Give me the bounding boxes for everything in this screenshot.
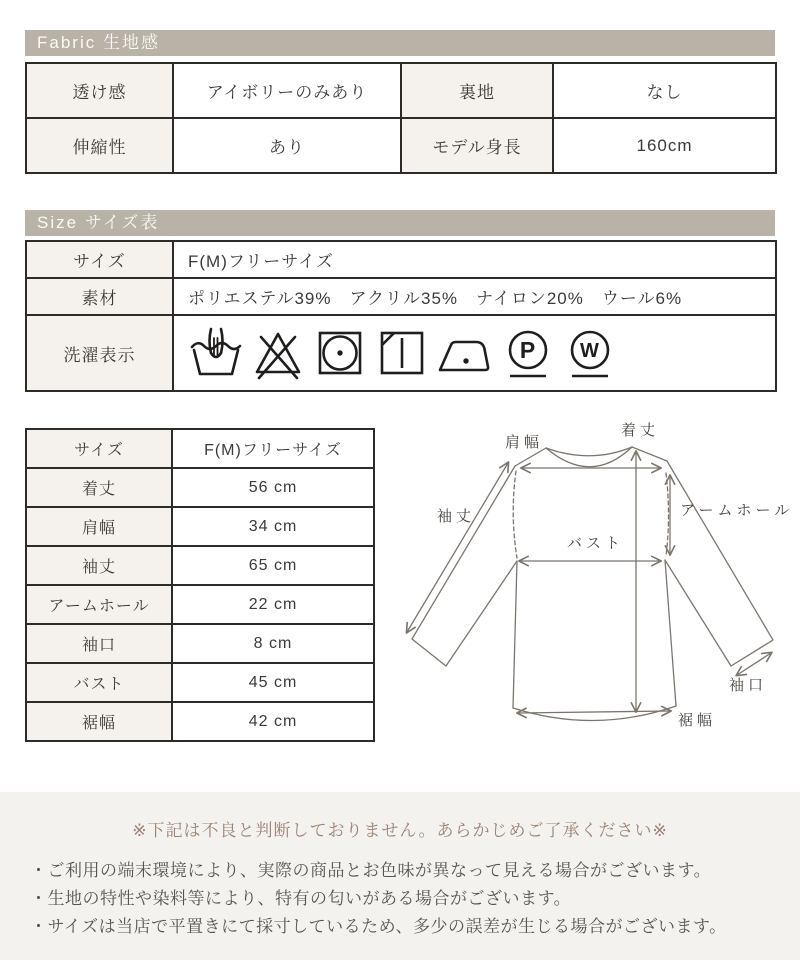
diagram-label-length: 着丈: [621, 422, 660, 439]
measure-value-hem: 42 cm: [172, 702, 374, 741]
table-row: [26, 585, 374, 624]
measure-value-shoulder: 34 cm: [172, 507, 374, 546]
fabric-info-table: [25, 62, 777, 174]
measure-value-bust: 45 cm: [172, 663, 374, 702]
material-label: 素材: [26, 278, 173, 315]
measure-value-cuff: 8 cm: [172, 624, 374, 663]
measurement-table: [25, 428, 375, 742]
fabric-label-lining: 裏地: [401, 63, 553, 118]
wet-clean-W-icon: [564, 326, 616, 380]
table-row: [26, 118, 776, 173]
measure-label-shoulder: 肩幅: [26, 507, 172, 546]
size-info-table: [25, 240, 777, 392]
table-row: [26, 429, 374, 468]
garment-measurement-diagram: [398, 418, 800, 778]
table-row: [26, 702, 374, 741]
note-item: ・サイズは当店で平置きにて採寸しているため、多少の誤差が生じる場合がございます。: [30, 917, 727, 936]
measurement-arrows: [407, 452, 771, 713]
fabric-value-model-height: 160cm: [553, 118, 776, 173]
measure-label-length: 着丈: [26, 468, 172, 507]
fabric-section-header: Fabric 生地感: [25, 30, 775, 56]
table-row: [26, 624, 374, 663]
laundry-icons-strip: [188, 326, 775, 380]
fabric-label-sheerness: 透け感: [26, 63, 173, 118]
table-row: [26, 468, 374, 507]
measure-label-sleeve: 袖丈: [26, 546, 172, 585]
care-label: 洗濯表示: [26, 315, 173, 391]
fabric-label-stretch: 伸縮性: [26, 118, 173, 173]
size-section-header: Size サイズ表: [25, 210, 775, 236]
size-value: F(M)フリーサイズ: [173, 241, 776, 278]
measure-label-armhole: アームホール: [26, 585, 172, 624]
diagram-label-cuff: 袖口: [729, 677, 768, 694]
table-row: [26, 546, 374, 585]
fabric-value-lining: なし: [553, 63, 776, 118]
hand-wash-icon: [190, 326, 242, 380]
diagram-label-shoulder: 肩幅: [505, 434, 544, 451]
measure-value-length: 56 cm: [172, 468, 374, 507]
table-row: [26, 315, 776, 391]
measure-label-size: サイズ: [26, 429, 172, 468]
measure-value-armhole: 22 cm: [172, 585, 374, 624]
dry-clean-P-icon: [502, 326, 554, 380]
note-item: ・生地の特性や染料等により、特有の匂いがある場合がございます。: [30, 889, 572, 908]
diagram-label-hem: 裾幅: [678, 712, 717, 729]
care-icons-cell: [173, 315, 776, 391]
table-row: [26, 278, 776, 315]
measure-label-hem: 裾幅: [26, 702, 172, 741]
notes-heading: ※下記は不良と判断しておりません。あらかじめご了承ください※: [132, 821, 668, 840]
iron-low-icon: [438, 326, 492, 380]
notes-section: [0, 792, 800, 960]
do-not-bleach-icon: [252, 326, 304, 380]
material-value: ポリエステル39% アクリル35% ナイロン20% ウール6%: [173, 278, 776, 315]
wet-clean-letter: W: [580, 340, 600, 362]
line-dry-in-shade-icon: [376, 326, 428, 380]
garment-outline: [412, 447, 773, 721]
tumble-dry-low-icon: [314, 326, 366, 380]
measure-value-sleeve: 65 cm: [172, 546, 374, 585]
fabric-label-model-height: モデル身長: [401, 118, 553, 173]
measure-label-cuff: 袖口: [26, 624, 172, 663]
diagram-label-armhole: アームホール: [680, 502, 794, 519]
diagram-label-bust: バスト: [567, 535, 625, 552]
table-row: [26, 241, 776, 278]
diagram-label-sleeve: 袖丈: [437, 508, 476, 525]
table-row: [26, 663, 374, 702]
size-label: サイズ: [26, 241, 173, 278]
measure-label-bust: バスト: [26, 663, 172, 702]
fabric-value-sheerness: アイボリーのみあり: [173, 63, 401, 118]
note-item: ・ご利用の端末環境により、実際の商品とお色味が異なって見える場合がございます。: [30, 861, 712, 880]
fabric-value-stretch: あり: [173, 118, 401, 173]
table-row: [26, 63, 776, 118]
measure-value-size: F(M)フリーサイズ: [172, 429, 374, 468]
dry-clean-letter: P: [519, 337, 537, 363]
table-row: [26, 507, 374, 546]
